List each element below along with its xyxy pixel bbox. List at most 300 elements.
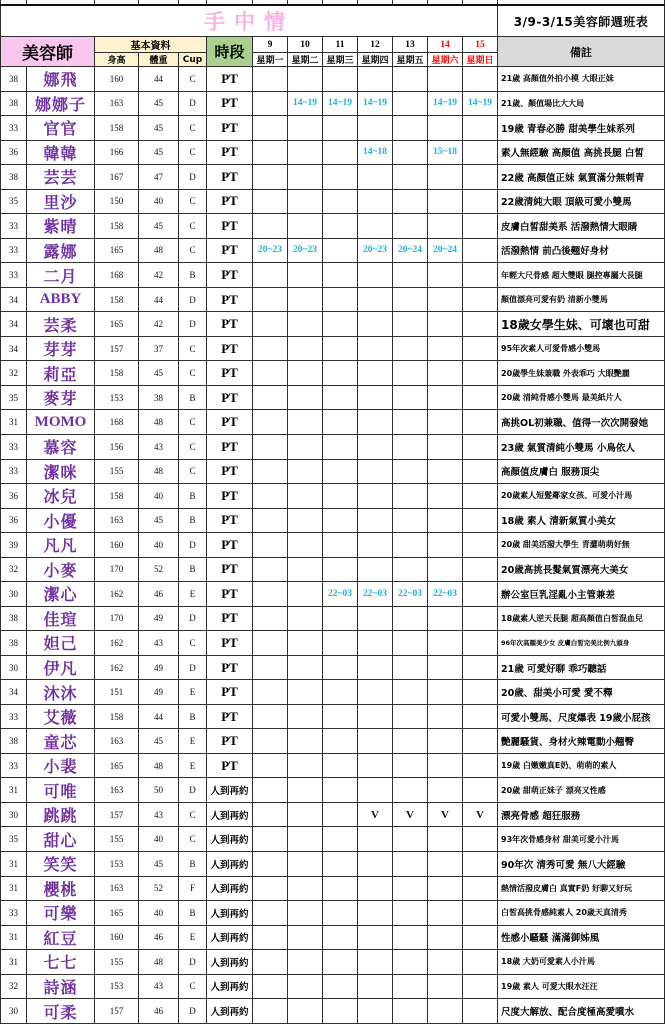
remark-cell: 21歲、顏值場比大大局 xyxy=(498,91,665,116)
schedule-cell xyxy=(253,680,288,705)
schedule-cell xyxy=(428,901,463,926)
schedule-cell xyxy=(358,410,393,435)
table-row xyxy=(1,263,665,288)
page-title: 手中情 xyxy=(1,5,498,37)
schedule-cell xyxy=(253,778,288,803)
remark-cell: 21歲 高顏值外拍小模 大眼正妹 xyxy=(498,67,665,92)
cup-cell: E xyxy=(179,582,207,607)
height-cell: 163 xyxy=(95,91,139,116)
weight-cell: 47 xyxy=(139,165,179,190)
period-cell: PT xyxy=(207,287,253,312)
cup-cell: D xyxy=(179,165,207,190)
period-cell: PT xyxy=(207,729,253,754)
schedule-cell xyxy=(463,165,498,190)
remark-cell: 96年次高顏美少女 皮膚白皙完美比例九頭身 xyxy=(498,631,665,656)
schedule-cell xyxy=(358,901,393,926)
height-cell: 165 xyxy=(95,238,139,263)
schedule-cell xyxy=(323,165,358,190)
schedule-cell xyxy=(393,778,428,803)
artist-name: ABBY xyxy=(27,287,95,312)
schedule-cell xyxy=(358,876,393,901)
weight-cell: 40 xyxy=(139,901,179,926)
schedule-cell xyxy=(463,950,498,975)
table-row xyxy=(1,533,665,558)
schedule-cell xyxy=(393,165,428,190)
schedule-cell xyxy=(463,974,498,999)
artist-name: MOMO xyxy=(27,410,95,435)
schedule-cell xyxy=(358,434,393,459)
schedule-cell: V xyxy=(463,802,498,827)
period-cell: PT xyxy=(207,582,253,607)
schedule-cell xyxy=(463,434,498,459)
artist-name: 娜娜子 xyxy=(27,91,95,116)
schedule-cell xyxy=(358,925,393,950)
schedule-cell xyxy=(393,753,428,778)
schedule-cell xyxy=(428,508,463,533)
schedule-cell xyxy=(323,704,358,729)
schedule-cell xyxy=(323,901,358,926)
schedule-cell xyxy=(463,582,498,607)
schedule-cell xyxy=(253,312,288,337)
artist-name: 甜心 xyxy=(27,827,95,852)
schedule-cell xyxy=(253,631,288,656)
col-header-weight: 體重 xyxy=(139,53,179,67)
height-cell: 160 xyxy=(95,925,139,950)
schedule-cell: 14~19 xyxy=(288,91,323,116)
schedule-cell xyxy=(393,533,428,558)
table-row xyxy=(1,852,665,877)
height-cell: 170 xyxy=(95,557,139,582)
table-row xyxy=(1,925,665,950)
remark-cell: 18歲素人逆天長腿 超高顏值白皙混血兒 xyxy=(498,606,665,631)
artist-name: 紅豆 xyxy=(27,925,95,950)
schedule-cell xyxy=(288,950,323,975)
artist-name: 可唯 xyxy=(27,778,95,803)
schedule-cell xyxy=(253,410,288,435)
cup-cell: E xyxy=(179,925,207,950)
schedule-cell xyxy=(323,950,358,975)
schedule-cell xyxy=(323,925,358,950)
schedule-cell xyxy=(323,655,358,680)
artist-name: 七七 xyxy=(27,950,95,975)
table-row xyxy=(1,410,665,435)
height-cell: 158 xyxy=(95,116,139,141)
table-row xyxy=(1,312,665,337)
schedule-cell xyxy=(428,189,463,214)
table-row xyxy=(1,67,665,92)
schedule-cell xyxy=(428,165,463,190)
remark-cell: 18歲女學生妹、可壞也可甜 xyxy=(498,312,665,337)
col-header-weekday-thu: 星期四 xyxy=(358,53,393,67)
cup-cell: C xyxy=(179,631,207,656)
schedule-cell xyxy=(428,67,463,92)
schedule-cell xyxy=(428,533,463,558)
schedule-cell xyxy=(253,999,288,1024)
schedule-cell xyxy=(288,508,323,533)
height-cell: 158 xyxy=(95,704,139,729)
remark-cell: 年輕大尺骨感 超大雙眼 腿控專屬大長腿 xyxy=(498,263,665,288)
age-cell: 33 xyxy=(1,214,27,239)
age-cell: 38 xyxy=(1,729,27,754)
schedule-cell xyxy=(428,876,463,901)
schedule-cell xyxy=(288,214,323,239)
schedule-cell xyxy=(288,655,323,680)
schedule-cell xyxy=(288,312,323,337)
cup-cell: C xyxy=(179,189,207,214)
remark-cell: 漂亮骨感 超狂服務 xyxy=(498,802,665,827)
schedule-cell xyxy=(393,385,428,410)
age-cell: 35 xyxy=(1,189,27,214)
period-cell: 人到再約 xyxy=(207,827,253,852)
remark-cell: 可愛小雙馬、尺度爆表 19歲小屁孩 xyxy=(498,704,665,729)
remark-cell: 20歲高挑長髮氣質漂亮大美女 xyxy=(498,557,665,582)
col-header-date-14: 14 xyxy=(428,37,463,53)
schedule-cell: 20~24 xyxy=(393,238,428,263)
weight-cell: 44 xyxy=(139,67,179,92)
col-header-basic-info: 基本資料 xyxy=(95,37,207,53)
age-cell: 32 xyxy=(1,974,27,999)
period-cell: PT xyxy=(207,238,253,263)
header-row-top xyxy=(1,37,665,53)
artist-name: 艾薇 xyxy=(27,704,95,729)
schedule-cell xyxy=(463,238,498,263)
remark-cell: 性感小騷騷 滿滿御姊風 xyxy=(498,925,665,950)
period-cell: 人到再約 xyxy=(207,925,253,950)
age-cell: 31 xyxy=(1,852,27,877)
schedule-cell xyxy=(393,631,428,656)
schedule-cell: 22~03 xyxy=(323,582,358,607)
schedule-cell xyxy=(463,999,498,1024)
weight-cell: 45 xyxy=(139,729,179,754)
schedule-cell xyxy=(253,925,288,950)
schedule-cell xyxy=(288,484,323,509)
schedule-cell xyxy=(428,214,463,239)
period-cell: PT xyxy=(207,385,253,410)
schedule-cell xyxy=(323,459,358,484)
height-cell: 155 xyxy=(95,950,139,975)
schedule-cell xyxy=(253,901,288,926)
period-cell: 人到再約 xyxy=(207,950,253,975)
remark-cell: 20歲 甜萌正妹子 漂亮又性感 xyxy=(498,778,665,803)
weight-cell: 48 xyxy=(139,459,179,484)
schedule-cell xyxy=(253,876,288,901)
age-cell: 36 xyxy=(1,508,27,533)
artist-name: 莉亞 xyxy=(27,361,95,386)
artist-name: 可樂 xyxy=(27,901,95,926)
schedule-cell xyxy=(463,631,498,656)
period-cell: 人到再約 xyxy=(207,901,253,926)
schedule-cell xyxy=(428,116,463,141)
schedule-cell xyxy=(323,361,358,386)
schedule-cell xyxy=(358,852,393,877)
age-cell: 38 xyxy=(1,91,27,116)
schedule-cell xyxy=(428,704,463,729)
age-cell: 33 xyxy=(1,434,27,459)
schedule-cell xyxy=(288,287,323,312)
age-cell: 31 xyxy=(1,410,27,435)
period-cell: PT xyxy=(207,606,253,631)
height-cell: 165 xyxy=(95,901,139,926)
period-cell: 人到再約 xyxy=(207,852,253,877)
age-cell: 34 xyxy=(1,680,27,705)
artist-name: 麥芽 xyxy=(27,385,95,410)
weight-cell: 43 xyxy=(139,802,179,827)
age-cell: 33 xyxy=(1,238,27,263)
period-cell: 人到再約 xyxy=(207,778,253,803)
cup-cell: C xyxy=(179,410,207,435)
schedule-cell xyxy=(358,263,393,288)
artist-name: 佳瑄 xyxy=(27,606,95,631)
schedule-cell xyxy=(358,704,393,729)
period-cell: PT xyxy=(207,753,253,778)
period-cell: PT xyxy=(207,704,253,729)
schedule-cell xyxy=(393,312,428,337)
schedule-cell: 20~23 xyxy=(253,238,288,263)
remark-cell: 19歲 素人 可愛大眼水汪汪 xyxy=(498,974,665,999)
remark-cell: 21歲 可愛好聊 乖巧聽話 xyxy=(498,655,665,680)
schedule-body xyxy=(1,67,665,1024)
cup-cell: E xyxy=(179,729,207,754)
remark-cell: 熱情活潑皮膚白 真實F奶 好聊又好玩 xyxy=(498,876,665,901)
col-header-period: 時段 xyxy=(207,37,253,67)
weight-cell: 50 xyxy=(139,778,179,803)
schedule-cell xyxy=(323,827,358,852)
schedule-cell xyxy=(358,189,393,214)
age-cell: 30 xyxy=(1,802,27,827)
schedule-cell xyxy=(393,508,428,533)
period-cell: 人到再約 xyxy=(207,999,253,1024)
schedule-cell xyxy=(253,557,288,582)
schedule-cell xyxy=(323,189,358,214)
cup-cell: D xyxy=(179,655,207,680)
schedule-cell xyxy=(393,876,428,901)
schedule-cell xyxy=(288,852,323,877)
remark-cell: 19歲 青春必勝 甜美學生妹系列 xyxy=(498,116,665,141)
age-cell: 30 xyxy=(1,999,27,1024)
schedule-cell xyxy=(288,753,323,778)
table-row xyxy=(1,729,665,754)
age-cell: 32 xyxy=(1,361,27,386)
weight-cell: 45 xyxy=(139,852,179,877)
age-cell: 33 xyxy=(1,704,27,729)
col-header-date-11: 11 xyxy=(323,37,358,53)
schedule-cell: V xyxy=(358,802,393,827)
period-cell: PT xyxy=(207,91,253,116)
table-row xyxy=(1,950,665,975)
schedule-cell xyxy=(288,189,323,214)
age-cell: 31 xyxy=(1,778,27,803)
schedule-cell xyxy=(253,67,288,92)
schedule-cell xyxy=(358,336,393,361)
schedule-cell xyxy=(463,116,498,141)
schedule-cell xyxy=(288,925,323,950)
artist-name: 娜飛 xyxy=(27,67,95,92)
schedule-cell xyxy=(358,950,393,975)
schedule-cell xyxy=(463,557,498,582)
schedule-cell xyxy=(253,852,288,877)
schedule-cell xyxy=(253,802,288,827)
artist-name: 潔心 xyxy=(27,582,95,607)
remark-cell: 18歲 大奶可愛素人小汁馬 xyxy=(498,950,665,975)
age-cell: 35 xyxy=(1,385,27,410)
age-cell: 34 xyxy=(1,336,27,361)
height-cell: 157 xyxy=(95,802,139,827)
schedule-cell xyxy=(428,999,463,1024)
period-cell: PT xyxy=(207,67,253,92)
remark-cell: 23歲 氣質清純小雙馬 小鳥依人 xyxy=(498,434,665,459)
schedule-cell xyxy=(358,214,393,239)
cup-cell: D xyxy=(179,778,207,803)
schedule-cell xyxy=(253,704,288,729)
artist-name: 妲己 xyxy=(27,631,95,656)
cup-cell: D xyxy=(179,287,207,312)
table-row xyxy=(1,557,665,582)
period-cell: PT xyxy=(207,459,253,484)
cup-cell: D xyxy=(179,533,207,558)
schedule-cell xyxy=(463,336,498,361)
schedule-cell: 20~24 xyxy=(428,238,463,263)
period-cell: PT xyxy=(207,361,253,386)
schedule-cell xyxy=(288,385,323,410)
age-cell: 33 xyxy=(1,901,27,926)
schedule-cell xyxy=(428,631,463,656)
table-row xyxy=(1,876,665,901)
schedule-cell xyxy=(428,361,463,386)
remark-cell: 20歲、甜美小可愛 愛不釋 xyxy=(498,680,665,705)
schedule-cell xyxy=(463,533,498,558)
weight-cell: 52 xyxy=(139,876,179,901)
schedule-cell xyxy=(323,508,358,533)
age-cell: 36 xyxy=(1,484,27,509)
table-row xyxy=(1,999,665,1024)
schedule-cell xyxy=(358,361,393,386)
schedule-cell xyxy=(323,680,358,705)
artist-name: 櫻桃 xyxy=(27,876,95,901)
table-row xyxy=(1,827,665,852)
height-cell: 151 xyxy=(95,680,139,705)
schedule-cell xyxy=(323,631,358,656)
remark-cell: 高顏值皮膚白 服務頂尖 xyxy=(498,459,665,484)
height-cell: 165 xyxy=(95,753,139,778)
schedule-cell xyxy=(288,116,323,141)
period-cell: PT xyxy=(207,484,253,509)
schedule-cell xyxy=(358,67,393,92)
schedule-cell xyxy=(323,729,358,754)
period-cell: PT xyxy=(207,655,253,680)
schedule-cell xyxy=(253,263,288,288)
weight-cell: 43 xyxy=(139,434,179,459)
schedule-cell xyxy=(253,533,288,558)
height-cell: 158 xyxy=(95,484,139,509)
schedule-cell: 14~19 xyxy=(428,91,463,116)
artist-name: 慕容 xyxy=(27,434,95,459)
cup-cell: B xyxy=(179,852,207,877)
schedule-week-title: 3/9-3/15美容師週班表 xyxy=(498,5,665,37)
remark-cell: 93年次骨感身材 甜美可愛小汁馬 xyxy=(498,827,665,852)
cup-cell: B xyxy=(179,557,207,582)
schedule-cell xyxy=(323,606,358,631)
col-header-weekday-sat: 星期六 xyxy=(428,53,463,67)
age-cell: 38 xyxy=(1,67,27,92)
weight-cell: 49 xyxy=(139,680,179,705)
weight-cell: 49 xyxy=(139,655,179,680)
remark-cell: 皮膚白皙甜美系 活潑熱情大眼睛 xyxy=(498,214,665,239)
schedule-cell xyxy=(393,410,428,435)
schedule-cell xyxy=(428,753,463,778)
schedule-cell xyxy=(463,852,498,877)
height-cell: 150 xyxy=(95,189,139,214)
age-cell: 33 xyxy=(1,263,27,288)
schedule-cell xyxy=(288,140,323,165)
schedule-cell xyxy=(428,655,463,680)
age-cell: 36 xyxy=(1,140,27,165)
schedule-cell xyxy=(428,827,463,852)
schedule-cell: 20~23 xyxy=(358,238,393,263)
artist-name: 韓韓 xyxy=(27,140,95,165)
period-cell: PT xyxy=(207,312,253,337)
cup-cell: B xyxy=(179,385,207,410)
schedule-cell xyxy=(393,287,428,312)
schedule-cell xyxy=(463,753,498,778)
table-row xyxy=(1,753,665,778)
schedule-cell xyxy=(358,165,393,190)
height-cell: 160 xyxy=(95,67,139,92)
schedule-cell xyxy=(428,312,463,337)
weight-cell: 45 xyxy=(139,91,179,116)
schedule-cell xyxy=(358,533,393,558)
cup-cell: C xyxy=(179,459,207,484)
height-cell: 156 xyxy=(95,434,139,459)
schedule-cell xyxy=(463,287,498,312)
schedule-cell xyxy=(288,361,323,386)
schedule-cell xyxy=(288,557,323,582)
schedule-cell xyxy=(358,116,393,141)
cup-cell: F xyxy=(179,876,207,901)
schedule-cell xyxy=(253,214,288,239)
schedule-cell xyxy=(358,655,393,680)
schedule-cell xyxy=(323,876,358,901)
table-row xyxy=(1,680,665,705)
schedule-cell xyxy=(428,950,463,975)
schedule-cell xyxy=(463,827,498,852)
schedule-cell xyxy=(358,631,393,656)
artist-name: 露娜 xyxy=(27,238,95,263)
schedule-cell xyxy=(288,974,323,999)
cup-cell: C xyxy=(179,361,207,386)
schedule-cell xyxy=(428,974,463,999)
age-cell: 33 xyxy=(1,753,27,778)
artist-name: 芽芽 xyxy=(27,336,95,361)
height-cell: 163 xyxy=(95,778,139,803)
height-cell: 155 xyxy=(95,459,139,484)
period-cell: PT xyxy=(207,336,253,361)
cup-cell: B xyxy=(179,704,207,729)
weight-cell: 42 xyxy=(139,312,179,337)
schedule-cell xyxy=(463,876,498,901)
schedule-cell: 15~18 xyxy=(428,140,463,165)
remark-cell: 白皙高挑骨感純素人 20歲天真清秀 xyxy=(498,901,665,926)
period-cell: PT xyxy=(207,116,253,141)
schedule-cell xyxy=(253,385,288,410)
schedule-cell xyxy=(323,140,358,165)
artist-name: 笑笑 xyxy=(27,852,95,877)
remark-cell: 20歲素人短髮鄰家女孩、可愛小汁馬 xyxy=(498,484,665,509)
schedule-cell xyxy=(323,67,358,92)
schedule-cell xyxy=(253,361,288,386)
schedule-cell xyxy=(323,116,358,141)
age-cell: 31 xyxy=(1,925,27,950)
col-header-weekday-fri: 星期五 xyxy=(393,53,428,67)
